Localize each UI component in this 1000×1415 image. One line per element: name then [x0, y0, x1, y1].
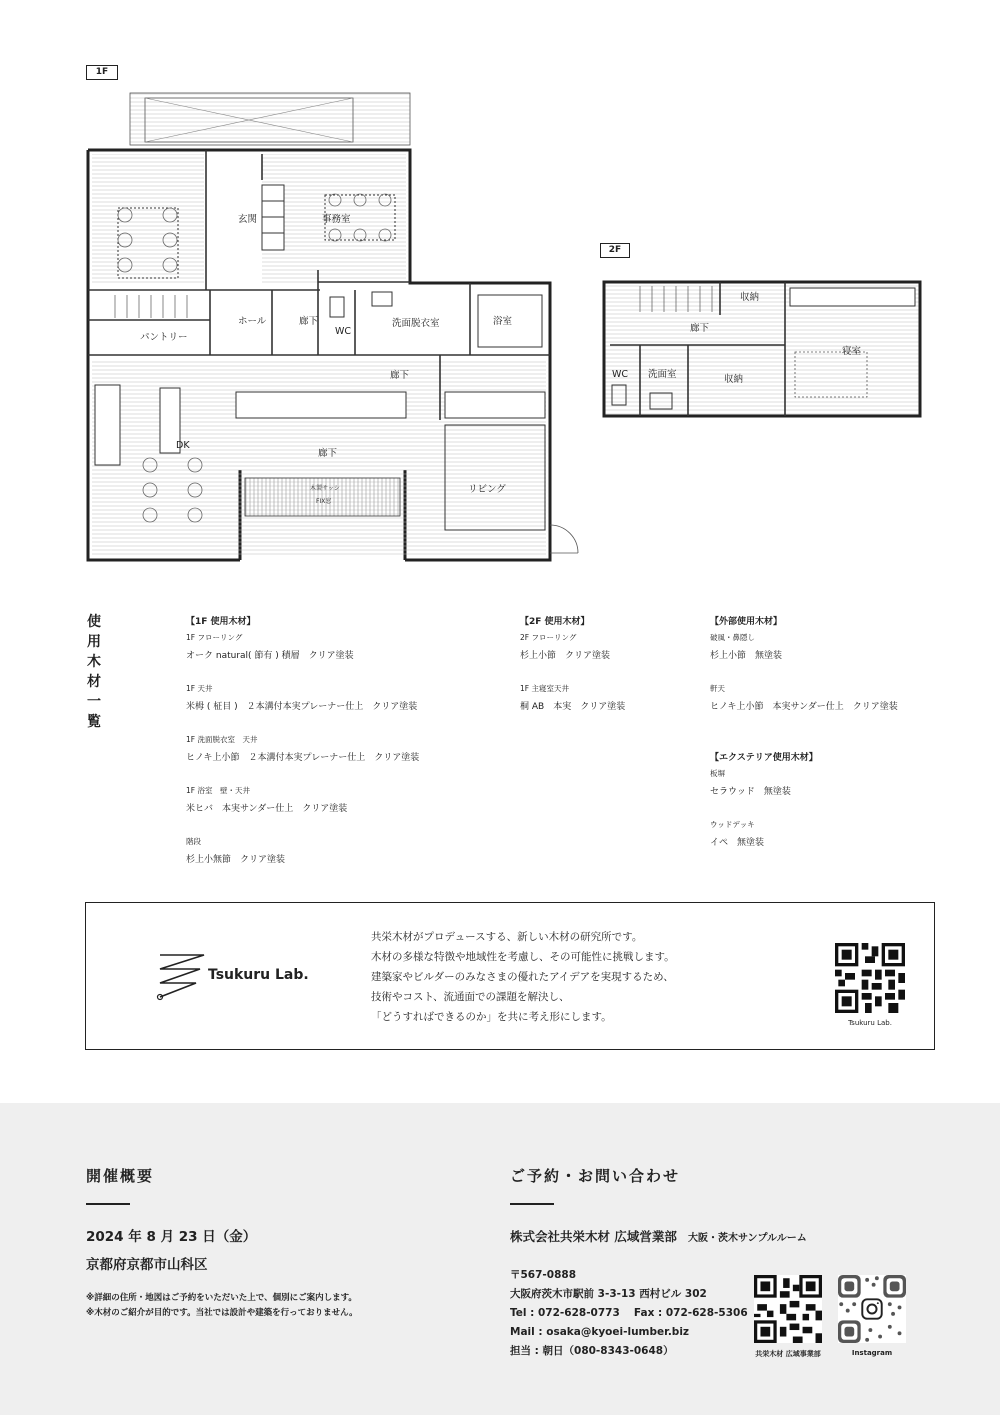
contact-postal: 〒567-0888	[510, 1269, 576, 1281]
lab-line: 建築家やビルダーのみなさまの優れたアイデアを実現するため、	[371, 971, 674, 983]
materials-col-1f	[186, 614, 506, 887]
label-sash-2: FIX窓	[316, 498, 332, 505]
label-2f-shuno-mid: 収納	[724, 374, 744, 385]
mat-value: 杉上小節 無塗装	[710, 651, 783, 661]
contact-phone[interactable]: Tel : 072-628-0773 Fax : 072-628-5306	[510, 1307, 748, 1319]
label-roka-main: 廊下	[390, 370, 410, 381]
mat-sub: 1F 洗面脱衣室 天井	[186, 735, 258, 744]
lab-line: 共栄木材がプロデュースする、新しい木材の研究所です。	[371, 931, 643, 943]
lab-qr-caption: Tsukuru Lab.	[848, 1019, 892, 1027]
mat-sub: 板塀	[710, 769, 725, 778]
label-sash-1: 木製サッシ	[310, 485, 340, 492]
mat-value: オーク natural( 節有 ) 積層 クリア塗装	[186, 651, 354, 661]
contact-details	[510, 1266, 748, 1361]
company-qr-caption: 共栄木材 広域事業部	[755, 1350, 821, 1358]
mat-heading: 【外部使用木材】	[710, 617, 783, 627]
tsukuru-lab-logo-icon	[152, 949, 212, 1004]
event-heading: 開催概要	[86, 1167, 155, 1185]
lab-line: 木材の多様な特徴や地域性を考慮し、その可能性に挑戦します。	[371, 951, 675, 963]
lab-qr-code-icon[interactable]	[835, 943, 905, 1013]
materials-col-exterior	[710, 614, 970, 870]
footer-section	[0, 1103, 1000, 1415]
contact-company	[510, 1226, 807, 1245]
mat-heading: 【エクステリア使用木材】	[710, 753, 818, 763]
label-dk: DK	[176, 440, 190, 451]
label-senmen-datsui: 洗面脱衣室	[392, 318, 440, 329]
company-qr-code-icon[interactable]	[754, 1275, 822, 1343]
label-yokushitsu: 浴室	[493, 316, 513, 327]
event-date: 2024 年 8 月 23 日（金）	[86, 1229, 257, 1245]
floor-tag-1f: 1F	[86, 65, 118, 80]
event-place: 京都府京都市山科区	[86, 1257, 208, 1273]
lab-logo-text: Tsukuru Lab.	[208, 967, 309, 983]
branch-name: 大阪・茨木サンプルルーム	[687, 1233, 807, 1244]
lab-line: 技術やコスト、流通面での課題を解決し、	[371, 991, 570, 1003]
floor-plan-1f	[0, 0, 1000, 590]
label-jimushitsu: 事務室	[322, 214, 351, 225]
label-roka-small: 廊下	[299, 316, 319, 327]
materials-col-2f	[520, 614, 700, 734]
mat-value: 杉上小節 クリア塗装	[520, 651, 611, 661]
mat-sub: ウッドデッキ	[710, 820, 755, 829]
event-heading-rule	[86, 1203, 130, 1205]
label-living: リビング	[468, 484, 506, 495]
mat-sub: 1F フローリング	[186, 633, 243, 642]
company-name: 株式会社共栄木材 広域営業部	[510, 1229, 677, 1244]
label-roka-lower: 廊下	[318, 448, 338, 459]
mat-sub: 1F 天井	[186, 684, 213, 693]
mat-heading: 【2F 使用木材】	[520, 617, 590, 627]
contact-heading-rule	[510, 1203, 554, 1205]
mat-value: 米栂 ( 柾目 ) ２本溝付本実プレーナー仕上 クリア塗装	[186, 702, 418, 712]
mat-value: セラウッド 無塗装	[710, 787, 791, 797]
label-2f-senmenshitsu: 洗面室	[648, 369, 677, 380]
contact-address: 大阪府茨木市駅前 3-3-13 西村ビル 302	[510, 1288, 707, 1300]
lab-description	[371, 927, 675, 1027]
lab-line: 「どうすればできるのか」を共に考え形にします。	[371, 1011, 612, 1023]
label-pantry: パントリー	[140, 332, 188, 343]
label-wc-1f: WC	[335, 326, 352, 337]
mat-value: 桐 AB 本実 クリア塗装	[520, 702, 626, 712]
mat-sub: 軒天	[710, 684, 725, 693]
mat-sub: 階段	[186, 837, 201, 846]
label-2f-shuno-top: 収納	[740, 292, 760, 303]
contact-email[interactable]: Mail : osaka@kyoei-lumber.biz	[510, 1326, 690, 1338]
mat-heading: 【1F 使用木材】	[186, 617, 256, 627]
lab-info-box	[85, 902, 935, 1050]
label-hall: ホール	[238, 316, 267, 327]
label-genkan: 玄関	[238, 214, 258, 225]
mat-value: 米ヒバ 本実サンダー仕上 クリア塗装	[186, 804, 348, 814]
label-2f-shinshitsu: 寝室	[842, 346, 862, 357]
contact-person: 担当 : 朝日（080-8343-0648）	[510, 1345, 674, 1357]
event-notes	[86, 1291, 358, 1321]
mat-sub: 破風・鼻隠し	[710, 633, 755, 642]
mat-sub: 2F フローリング	[520, 633, 577, 642]
instagram-qr-code-icon[interactable]	[838, 1275, 906, 1343]
mat-sub: 1F 浴室 壁・天井	[186, 786, 250, 795]
mat-value: ヒノキ上小節 ２本溝付本実プレーナー仕上 クリア塗装	[186, 753, 420, 763]
mat-value: イペ 無塗装	[710, 838, 765, 848]
label-2f-wc: WC	[612, 369, 629, 380]
event-note: ※木材のご紹介が目的です。当社では設計や建築を行っておりません。	[86, 1308, 358, 1318]
materials-title: 使用木材一覧	[87, 614, 101, 730]
instagram-qr-caption: Instagram	[851, 1349, 893, 1357]
event-note: ※詳細の住所・地図はご予約をいただいた上で、個別にご案内します。	[86, 1293, 357, 1303]
mat-value: 杉上小無節 クリア塗装	[186, 855, 286, 865]
mat-sub: 1F 主寝室天井	[520, 684, 569, 693]
contact-heading: ご予約・お問い合わせ	[510, 1167, 681, 1185]
label-2f-roka: 廊下	[690, 323, 710, 334]
mat-value: ヒノキ上小節 本実サンダー仕上 クリア塗装	[710, 702, 898, 712]
floor-tag-2f: 2F	[600, 243, 630, 258]
